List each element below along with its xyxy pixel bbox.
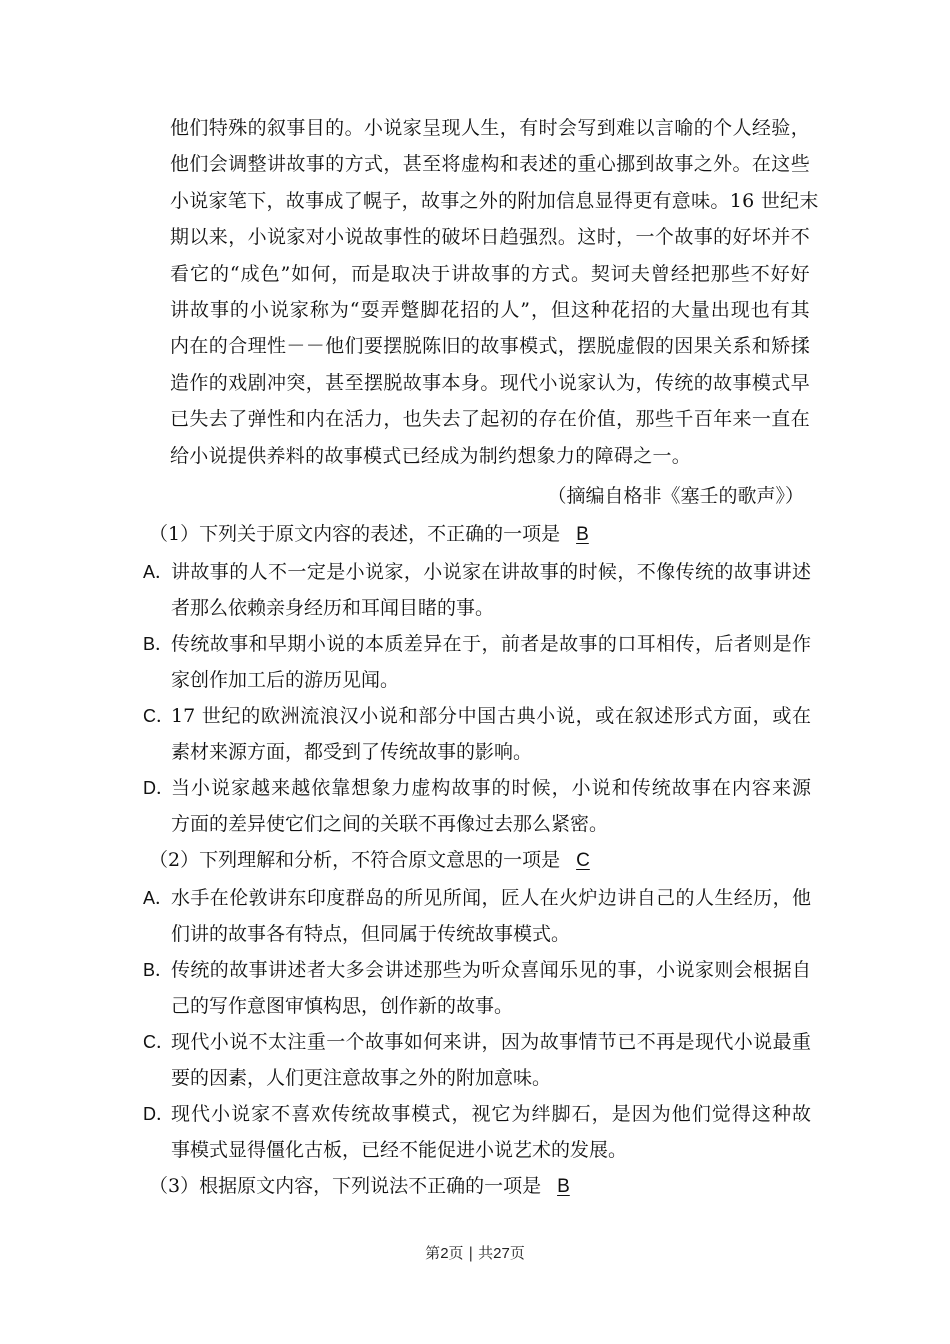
option-a	[143, 554, 811, 626]
option-line: 传统的故事讲述者大多会讲述那些为听众喜闻乐见的事，小说家则会根据自	[171, 959, 811, 981]
option-d	[143, 1096, 811, 1168]
question-text: （3）根据原文内容，下列说法不正确的一项是	[149, 1175, 542, 1197]
question-list	[143, 516, 811, 1206]
option-letter: A．	[143, 562, 174, 582]
option-line: 讲故事的人不一定是小说家，小说家在讲故事的时候，不像传统的故事讲述	[171, 561, 811, 583]
option-line: 当小说家越来越依靠想象力虚构故事的时候，小说和传统故事在内容来源	[171, 777, 811, 799]
passage-line: 内在的合理性－－他们要摆脱陈旧的故事模式，摆脱虚假的因果关系和矫揉	[170, 335, 810, 358]
option-a	[143, 880, 811, 952]
question-stem	[143, 1168, 811, 1206]
option-letter: D．	[143, 1104, 174, 1124]
passage-source: （摘编自格非《塞壬的歌声》）	[547, 484, 804, 507]
passage-line: 已失去了弹性和内在活力，也失去了起初的存在价值，那些千百年来一直在	[170, 408, 810, 431]
passage-line: 他们特殊的叙事目的。小说家呈现人生，有时会写到难以言喻的个人经验，	[170, 117, 810, 139]
option-line: 们讲的故事各有特点，但同属于传统故事模式。	[171, 923, 571, 945]
footer-suffix: 页	[509, 1244, 525, 1262]
option-line: 现代小说不太注重一个故事如何来讲，因为故事情节已不再是现代小说最重	[171, 1031, 811, 1053]
option-line: 素材来源方面，都受到了传统故事的影响。	[171, 741, 533, 763]
answer-blank: B	[557, 1176, 570, 1197]
option-line: 传统故事和早期小说的本质差异在于，前者是故事的口耳相传，后者则是作	[171, 633, 811, 655]
footer-middle: 页 | 共	[448, 1244, 494, 1262]
option-c	[143, 698, 811, 770]
option-letter: C．	[143, 706, 174, 726]
option-line: 17 世纪的欧洲流浪汉小说和部分中国古典小说，或在叙述形式方面，或在	[171, 705, 811, 727]
option-line: 者那么依赖亲身经历和耳闻目睹的事。	[171, 597, 495, 619]
option-line: 家创作加工后的游历见闻。	[171, 669, 400, 691]
option-letter: C．	[143, 1032, 174, 1052]
passage-line: 他们会调整讲故事的方式，甚至将虚构和表述的重心挪到故事之外。在这些	[170, 153, 810, 176]
footer-prefix: 第	[425, 1244, 441, 1262]
option-line: 要的因素，人们更注意故事之外的附加意味。	[171, 1067, 552, 1089]
option-d	[143, 770, 811, 842]
option-line: 方面的差异使它们之间的关联不再像过去那么紧密。	[171, 813, 609, 835]
option-letter: D．	[143, 778, 174, 798]
current-page-number: 2	[440, 1245, 449, 1262]
question-text: （1）下列关于原文内容的表述，不正确的一项是	[149, 523, 561, 545]
option-line: 事模式显得僵化古板，已经不能促进小说艺术的发展。	[171, 1139, 628, 1161]
option-line: 现代小说家不喜欢传统故事模式，视它为绊脚石，是因为他们觉得这种故	[171, 1103, 811, 1125]
option-letter: B．	[143, 960, 174, 980]
option-line: 水手在伦敦讲东印度群岛的所见所闻，匠人在火炉边讲自己的人生经历，他	[171, 887, 811, 909]
passage-line: 期以来，小说家对小说故事性的破坏日趋强烈。这时，一个故事的好坏并不	[170, 226, 810, 249]
passage-line: 讲故事的小说家称为“耍弄蹩脚花招的人”，但这种花招的大量出现也有其	[170, 298, 810, 321]
page-footer	[0, 1242, 950, 1263]
question-stem	[143, 842, 811, 880]
passage-line: 给小说提供养料的故事模式已经成为制约想象力的障碍之一。	[170, 444, 692, 467]
option-c	[143, 1024, 811, 1096]
total-page-count: 27	[493, 1245, 510, 1262]
question-stem	[143, 516, 811, 554]
option-line: 己的写作意图审慎构思，创作新的故事。	[171, 995, 514, 1017]
passage-line: 小说家笔下，故事成了幌子，故事之外的附加信息显得更有意味。16 世纪末	[170, 189, 819, 212]
passage	[170, 110, 819, 514]
option-b	[143, 626, 811, 698]
option-letter: A．	[143, 888, 174, 908]
option-b	[143, 952, 811, 1024]
answer-blank: C	[576, 850, 590, 871]
answer-blank: B	[576, 524, 589, 545]
passage-line: 看它的“成色”如何，而是取决于讲故事的方式。契诃夫曾经把那些不好好	[170, 262, 810, 285]
passage-line: 造作的戏剧冲突，甚至摆脱故事本身。现代小说家认为，传统的故事模式早	[170, 371, 810, 394]
option-letter: B．	[143, 634, 174, 654]
question-text: （2）下列理解和分析，不符合原文意思的一项是	[149, 849, 561, 871]
